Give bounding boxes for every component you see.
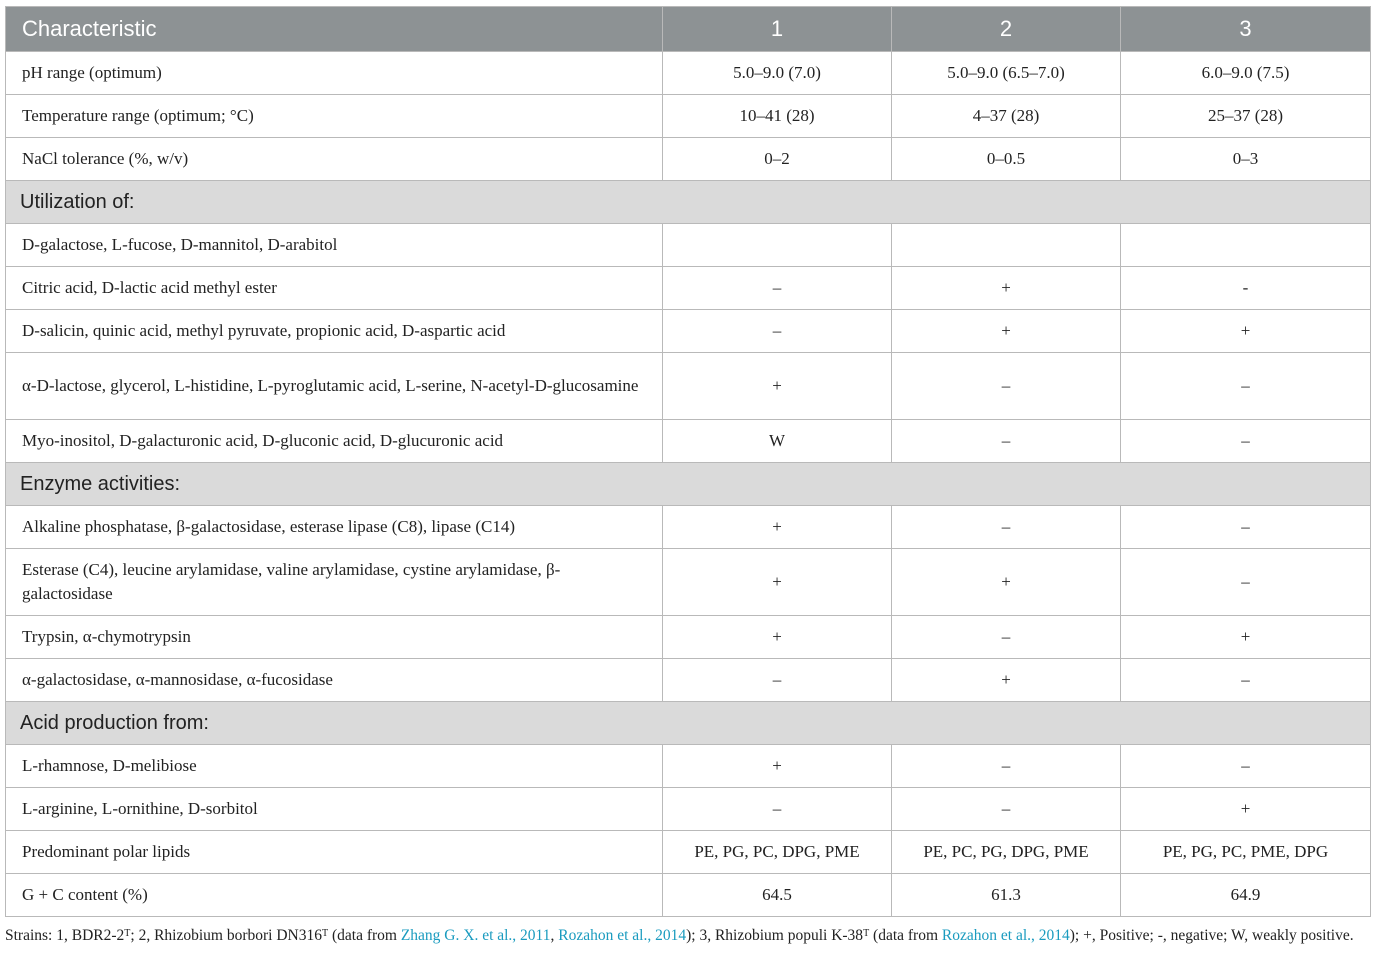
section-label: Enzyme activities: <box>6 463 1371 506</box>
footnote-superscript: T <box>321 928 329 939</box>
table-row <box>6 506 1371 549</box>
strain-2-value-cell: + <box>892 549 1121 616</box>
section-header-row <box>6 702 1371 745</box>
characteristic-cell: Citric acid, D-lactic acid methyl ester <box>6 267 663 310</box>
strain-2-value-cell: 5.0–9.0 (6.5–7.0) <box>892 52 1121 95</box>
strain-3-value-cell: 25–37 (28) <box>1121 95 1371 138</box>
header-strain-2: 2 <box>892 7 1121 52</box>
strain-3-value-cell: – <box>1121 549 1371 616</box>
strain-2-value-cell: + <box>892 310 1121 353</box>
strain-3-value-cell: PE, PG, PC, PME, DPG <box>1121 831 1371 874</box>
table-row <box>6 95 1371 138</box>
strain-3-value-cell <box>1121 224 1371 267</box>
footnote-text: , <box>550 927 559 944</box>
footnote-text: ); +, Positive; -, negative; W, weakly positive. <box>1069 927 1354 944</box>
strain-3-value-cell: – <box>1121 353 1371 420</box>
strain-1-value-cell: + <box>663 506 892 549</box>
table-footnote <box>5 924 1370 948</box>
characteristic-cell: Predominant polar lipids <box>6 831 663 874</box>
strain-3-value-cell: – <box>1121 659 1371 702</box>
header-strain-1: 1 <box>663 7 892 52</box>
strain-3-value-cell: + <box>1121 788 1371 831</box>
table-row <box>6 310 1371 353</box>
strain-2-value-cell: PE, PC, PG, DPG, PME <box>892 831 1121 874</box>
strain-1-value-cell: + <box>663 616 892 659</box>
header-strain-3: 3 <box>1121 7 1371 52</box>
header-row <box>6 7 1371 52</box>
strain-1-value-cell: – <box>663 267 892 310</box>
footnote-superscript: T <box>124 928 131 939</box>
strain-2-value-cell: 61.3 <box>892 874 1121 917</box>
footnote-text: (data from <box>869 927 942 944</box>
strain-1-value-cell: 64.5 <box>663 874 892 917</box>
strain-1-value-cell <box>663 224 892 267</box>
table-row <box>6 353 1371 420</box>
characteristic-cell: Myo-inositol, D-galacturonic acid, D-gluconic acid, D-glucuronic acid <box>6 420 663 463</box>
strain-1-value-cell: + <box>663 353 892 420</box>
characteristic-cell: L-arginine, L-ornithine, D-sorbitol <box>6 788 663 831</box>
table-row <box>6 420 1371 463</box>
strain-1-value-cell: 0–2 <box>663 138 892 181</box>
footnote-text: ); 3, Rhizobium populi K-38 <box>686 927 864 944</box>
strain-3-value-cell: – <box>1121 506 1371 549</box>
strain-1-value-cell: 10–41 (28) <box>663 95 892 138</box>
characteristic-cell: pH range (optimum) <box>6 52 663 95</box>
section-header-row <box>6 181 1371 224</box>
characteristic-cell: Trypsin, α-chymotrypsin <box>6 616 663 659</box>
characteristic-cell: D-galactose, L-fucose, D-mannitol, D-arabitol <box>6 224 663 267</box>
characteristic-cell: NaCl tolerance (%, w/v) <box>6 138 663 181</box>
strain-1-value-cell: + <box>663 745 892 788</box>
strain-3-value-cell: 6.0–9.0 (7.5) <box>1121 52 1371 95</box>
characteristic-cell: α-D-lactose, glycerol, L-histidine, L-pyroglutamic acid, L-serine, N-acetyl-D-glucosamine <box>6 353 663 420</box>
strain-3-value-cell: + <box>1121 310 1371 353</box>
table-row <box>6 616 1371 659</box>
strain-1-value-cell: + <box>663 549 892 616</box>
table-body <box>6 52 1371 917</box>
footnote-superscript: T <box>863 928 870 939</box>
strain-2-value-cell: – <box>892 788 1121 831</box>
characteristic-cell: α-galactosidase, α-mannosidase, α-fucosidase <box>6 659 663 702</box>
footnote-text: (data from <box>328 927 401 944</box>
strain-2-value-cell: – <box>892 745 1121 788</box>
strain-3-value-cell: – <box>1121 745 1371 788</box>
strain-2-value-cell: – <box>892 616 1121 659</box>
strain-1-value-cell: – <box>663 788 892 831</box>
table-row <box>6 267 1371 310</box>
strain-3-value-cell: + <box>1121 616 1371 659</box>
strain-2-value-cell: + <box>892 659 1121 702</box>
characteristics-table <box>5 6 1371 917</box>
strain-1-value-cell: W <box>663 420 892 463</box>
table-row <box>6 224 1371 267</box>
table-row <box>6 874 1371 917</box>
strain-2-value-cell: – <box>892 420 1121 463</box>
strain-2-value-cell: – <box>892 506 1121 549</box>
footnote-text: ; 2, Rhizobium borbori DN316 <box>130 927 322 944</box>
strain-1-value-cell: – <box>663 659 892 702</box>
section-header-row <box>6 463 1371 506</box>
characteristic-cell: Alkaline phosphatase, β-galactosidase, esterase lipase (C8), lipase (C14) <box>6 506 663 549</box>
characteristic-cell: Esterase (C4), leucine arylamidase, valine arylamidase, cystine arylamidase, β-galactosidase <box>6 549 663 616</box>
header-characteristic: Characteristic <box>6 7 663 52</box>
strain-1-value-cell: – <box>663 310 892 353</box>
strain-2-value-cell: 0–0.5 <box>892 138 1121 181</box>
section-label: Utilization of: <box>6 181 1371 224</box>
strain-2-value-cell: + <box>892 267 1121 310</box>
footnote-text: Strains: 1, BDR2-2 <box>5 927 125 944</box>
strain-2-value-cell: 4–37 (28) <box>892 95 1121 138</box>
table-row <box>6 745 1371 788</box>
reference-link-zhang-2011[interactable]: Zhang G. X. et al., 2011 <box>400 927 551 944</box>
table-row <box>6 549 1371 616</box>
strain-3-value-cell: - <box>1121 267 1371 310</box>
characteristic-cell: L-rhamnose, D-melibiose <box>6 745 663 788</box>
table-row <box>6 52 1371 95</box>
strain-2-value-cell: – <box>892 353 1121 420</box>
table-header <box>6 7 1371 52</box>
strain-3-value-cell: – <box>1121 420 1371 463</box>
table-row <box>6 788 1371 831</box>
characteristic-cell: D-salicin, quinic acid, methyl pyruvate, propionic acid, D-aspartic acid <box>6 310 663 353</box>
reference-link-rozahon-2014[interactable]: Rozahon et al., 2014 <box>941 927 1070 944</box>
strain-1-value-cell: PE, PG, PC, DPG, PME <box>663 831 892 874</box>
table-row <box>6 831 1371 874</box>
characteristic-cell: Temperature range (optimum; °C) <box>6 95 663 138</box>
table-row <box>6 659 1371 702</box>
table-row <box>6 138 1371 181</box>
reference-link-rozahon-2014[interactable]: Rozahon et al., 2014 <box>558 927 687 944</box>
characteristic-cell: G + C content (%) <box>6 874 663 917</box>
strain-3-value-cell: 64.9 <box>1121 874 1371 917</box>
strain-2-value-cell <box>892 224 1121 267</box>
section-label: Acid production from: <box>6 702 1371 745</box>
strain-1-value-cell: 5.0–9.0 (7.0) <box>663 52 892 95</box>
strain-3-value-cell: 0–3 <box>1121 138 1371 181</box>
